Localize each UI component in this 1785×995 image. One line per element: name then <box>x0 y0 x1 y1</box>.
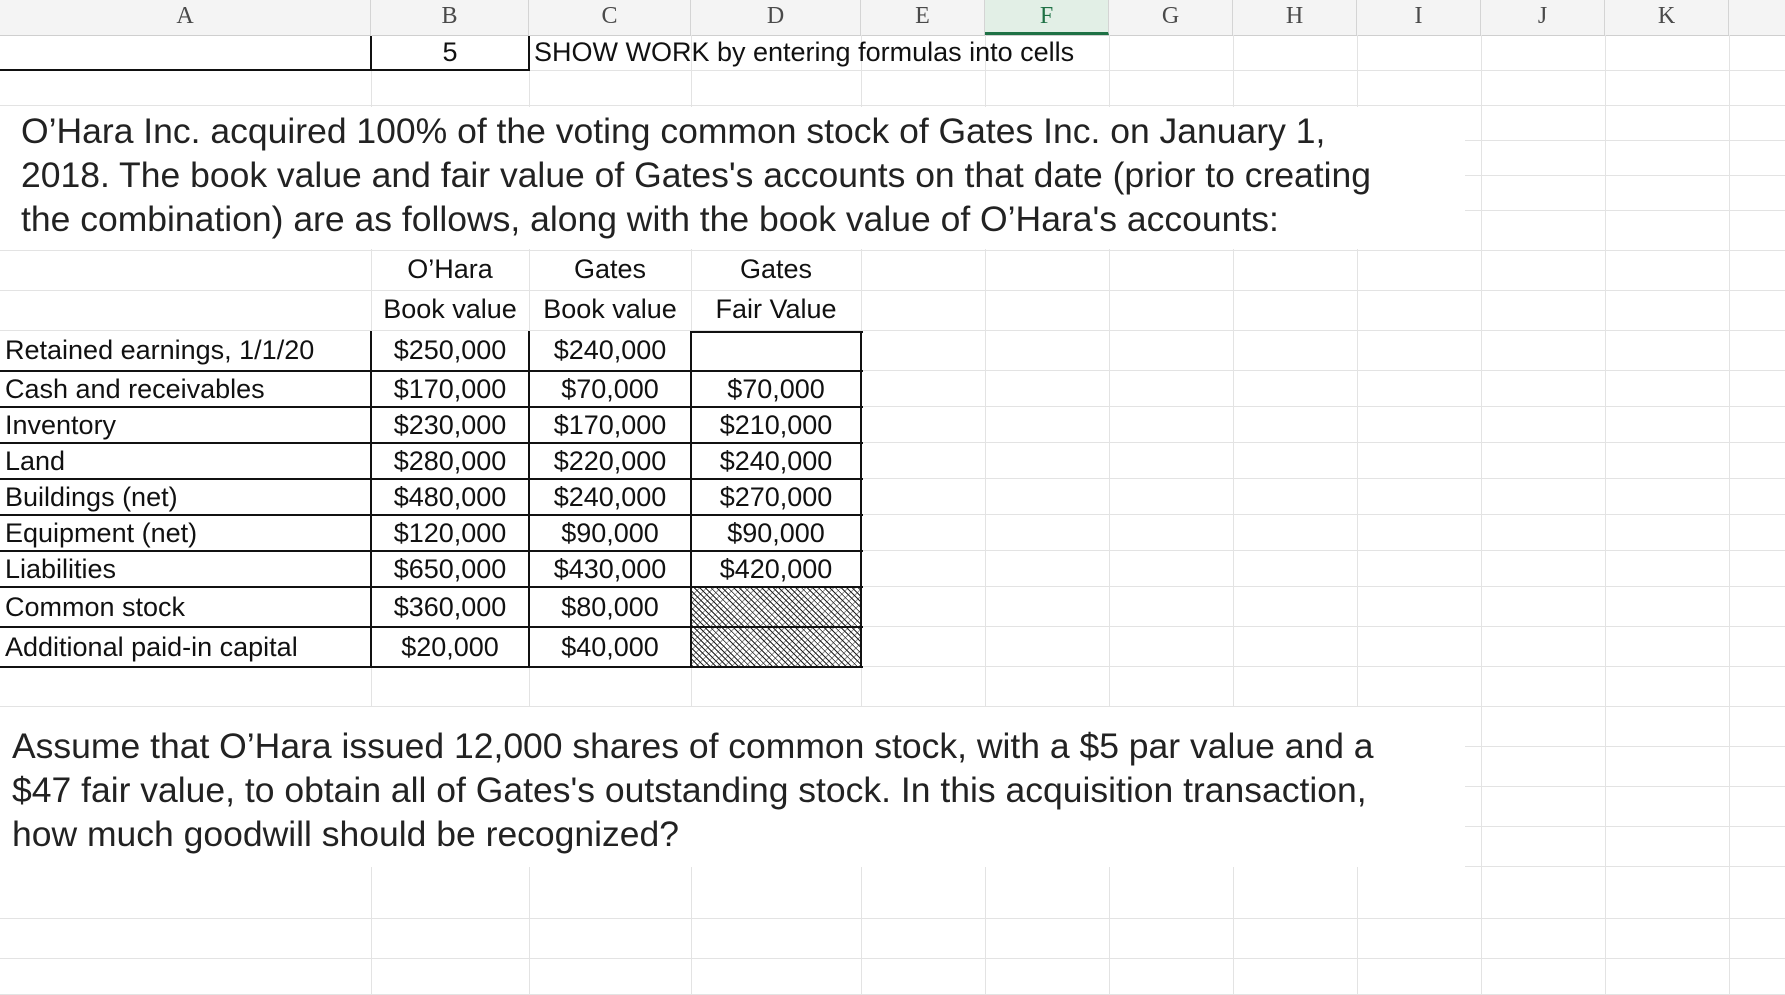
cell-gates-book-retained-earnings[interactable]: $240,000 <box>553 335 667 365</box>
cell-gates-book-common-stock[interactable]: $80,000 <box>561 592 659 622</box>
question-line-2: $47 fair value, to obtain all of Gates's outstanding stock. In this acquisition transaction, <box>12 770 1367 810</box>
grid-line <box>1481 35 1482 995</box>
row-label-retained-earnings[interactable]: Retained earnings, 1/1/20 <box>5 335 315 365</box>
row-label-inventory[interactable]: Inventory <box>5 410 117 440</box>
header-gates-book[interactable]: Gates <box>573 254 647 284</box>
column-header-k[interactable]: K <box>1605 0 1729 35</box>
cell-gates-book-buildings[interactable]: $240,000 <box>553 482 667 512</box>
column-header-a[interactable]: A <box>0 0 371 35</box>
subheader-gates-book-value[interactable]: Book value <box>543 294 677 324</box>
cell-b1[interactable]: 5 <box>442 37 458 67</box>
cell-ohara-buildings[interactable]: $480,000 <box>393 482 507 512</box>
column-header-bar <box>0 0 1785 36</box>
intro-merged-cell[interactable] <box>0 107 1465 249</box>
grid-line <box>1729 35 1730 995</box>
hatched-cell-apic-fair <box>692 628 860 666</box>
intro-line-3: the combination) are as follows, along with the book value of O’Hara's accounts: <box>21 199 1279 239</box>
row-label-equipment[interactable]: Equipment (net) <box>5 518 198 548</box>
row-label-buildings[interactable]: Buildings (net) <box>5 482 178 512</box>
cell-ohara-liabilities[interactable]: $650,000 <box>393 554 507 584</box>
cell-gates-fair-liabilities[interactable]: $420,000 <box>719 554 833 584</box>
grid-line <box>0 290 1785 291</box>
cell-gates-book-liabilities[interactable]: $430,000 <box>553 554 667 584</box>
header-gates-fair[interactable]: Gates <box>739 254 813 284</box>
cell-border <box>0 69 530 71</box>
cell-gates-book-inventory[interactable]: $170,000 <box>553 410 667 440</box>
hatched-cell-common-stock-fair <box>692 588 860 626</box>
cell-ohara-inventory[interactable]: $230,000 <box>393 410 507 440</box>
cell-ohara-common-stock[interactable]: $360,000 <box>393 592 507 622</box>
table-border <box>0 666 863 668</box>
grid-line <box>0 250 1785 251</box>
intro-line-2: 2018. The book value and fair value of Gates's accounts on that date (prior to creating <box>21 155 1372 195</box>
cell-gates-book-land[interactable]: $220,000 <box>553 446 667 476</box>
column-header-f[interactable]: F <box>985 0 1109 35</box>
column-header-j[interactable]: J <box>1481 0 1605 35</box>
cell-ohara-retained-earnings[interactable]: $250,000 <box>393 335 507 365</box>
question-line-3: how much goodwill should be recognized? <box>12 814 680 854</box>
header-ohara[interactable]: O’Hara <box>407 254 493 284</box>
cell-ohara-land[interactable]: $280,000 <box>393 446 507 476</box>
cell-c1-instruction[interactable]: SHOW WORK by entering formulas into cells <box>534 37 1075 67</box>
question-line-1: Assume that O’Hara issued 12,000 shares of common stock, with a $5 par value and a <box>12 726 1374 766</box>
subheader-ohara-book-value[interactable]: Book value <box>383 294 517 324</box>
grid-line <box>0 918 1785 919</box>
column-header-h[interactable]: H <box>1233 0 1357 35</box>
column-header-g[interactable]: G <box>1109 0 1233 35</box>
row-label-cash[interactable]: Cash and receivables <box>5 374 265 404</box>
grid-line <box>0 330 1785 331</box>
cell-gates-book-apic[interactable]: $40,000 <box>561 632 659 662</box>
cell-ohara-apic[interactable]: $20,000 <box>401 632 499 662</box>
grid-line <box>0 105 1785 106</box>
column-header-b[interactable]: B <box>371 0 529 35</box>
cell-ohara-cash[interactable]: $170,000 <box>393 374 507 404</box>
cell-gates-fair-buildings[interactable]: $270,000 <box>719 482 833 512</box>
cell-ohara-equipment[interactable]: $120,000 <box>393 518 507 548</box>
cell-gates-book-cash[interactable]: $70,000 <box>561 374 659 404</box>
column-header-i[interactable]: I <box>1357 0 1481 35</box>
column-header-c[interactable]: C <box>529 0 691 35</box>
cell-gates-fair-equipment[interactable]: $90,000 <box>727 518 825 548</box>
grid-line <box>1605 35 1606 995</box>
row-label-common-stock[interactable]: Common stock <box>5 592 186 622</box>
column-header-e[interactable]: E <box>861 0 985 35</box>
subheader-gates-fair-value[interactable]: Fair Value <box>715 294 837 324</box>
grid-line <box>0 958 1785 959</box>
row-label-liabilities[interactable]: Liabilities <box>5 554 117 584</box>
intro-line-1: O’Hara Inc. acquired 100% of the voting common stock of Gates Inc. on January 1, <box>21 111 1326 151</box>
cell-gates-fair-inventory[interactable]: $210,000 <box>719 410 833 440</box>
cell-gates-fair-cash[interactable]: $70,000 <box>727 374 825 404</box>
cell-gates-book-equipment[interactable]: $90,000 <box>561 518 659 548</box>
cell-gates-fair-land[interactable]: $240,000 <box>719 446 833 476</box>
cell-gates-fair-retained-earnings[interactable] <box>691 332 861 368</box>
row-label-land[interactable]: Land <box>5 446 66 476</box>
row-label-apic[interactable]: Additional paid-in capital <box>5 632 298 662</box>
column-header-overflow <box>1729 0 1785 35</box>
question-merged-cell[interactable] <box>0 707 1465 867</box>
column-header-d[interactable]: D <box>691 0 861 35</box>
